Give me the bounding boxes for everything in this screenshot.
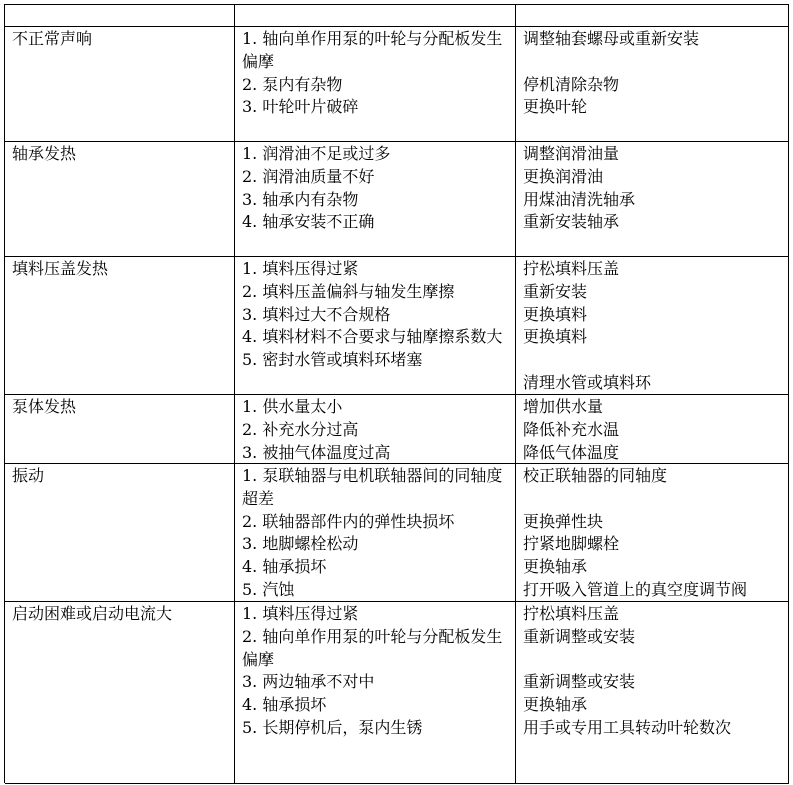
cause-item: 2. 润滑油质量不好 <box>242 166 375 186</box>
cause-item: 1. 润滑油不足或过多 <box>242 144 391 163</box>
remedy-item <box>523 649 782 672</box>
cause-cell <box>235 142 516 256</box>
cause-item: 2. 填料压盖偏斜与轴发生摩擦 <box>242 281 455 301</box>
remedy-item: 重新调整或安装 <box>523 672 636 692</box>
symptom-text: 泵体发热 <box>12 397 77 416</box>
table-row <box>5 142 789 257</box>
remedy-item: 拧松填料压盖 <box>523 604 620 623</box>
cause-item: 1. 填料压得过紧 <box>242 604 359 623</box>
cause-item: 4. 填料材料不合要求与轴摩擦系数大 <box>242 327 503 347</box>
cause-item: 1. 供水量太小 <box>242 397 343 416</box>
cause-item: 4. 轴承损坏 <box>242 557 327 577</box>
symptom-cell <box>5 395 235 463</box>
remedy-item: 更换轴承 <box>523 557 588 577</box>
cause-cell <box>235 27 516 141</box>
cause-item: 1. 填料压得过紧 <box>242 259 359 278</box>
cause-cell <box>235 602 516 783</box>
remedy-item: 调整润滑油量 <box>523 144 620 163</box>
cause-item: 2. 联轴器部件内的弹性块损坏 <box>242 511 455 531</box>
remedy-item: 拧松填料压盖 <box>523 259 620 278</box>
table-header-row <box>5 5 789 27</box>
remedy-item: 校正联轴器的同轴度 <box>523 466 668 485</box>
table-row <box>5 395 789 464</box>
remedy-item <box>523 488 782 511</box>
cause-item: 2. 轴向单作用泵的叶轮与分配板发生偏摩 <box>242 626 503 669</box>
cause-item: 3. 地脚螺栓松动 <box>242 534 359 554</box>
remedy-item: 降低气体温度 <box>523 442 620 462</box>
remedy-cell <box>516 602 789 783</box>
cause-cell <box>235 257 516 394</box>
remedy-item: 更换叶轮 <box>523 97 588 117</box>
table-row <box>5 602 789 784</box>
remedy-item: 拧紧地脚螺栓 <box>523 534 620 554</box>
remedy-item: 调整轴套螺母或重新安装 <box>523 29 700 48</box>
remedy-item: 停机清除杂物 <box>523 74 620 94</box>
cause-item: 5. 长期停机后，泵内生锈 <box>242 717 423 737</box>
cause-cell <box>235 395 516 463</box>
symptom-text: 启动困难或启动电流大 <box>12 604 173 623</box>
table-row <box>5 464 789 602</box>
fault-table <box>4 4 789 783</box>
header-cell <box>235 5 516 26</box>
table-row <box>5 257 789 395</box>
cause-item: 3. 轴承内有杂物 <box>242 189 359 209</box>
cause-item: 3. 两边轴承不对中 <box>242 672 375 692</box>
remedy-item: 打开吸入管道上的真空度调节阀 <box>523 579 748 599</box>
remedy-item: 更换弹性块 <box>523 511 604 531</box>
cause-item: 5. 汽蚀 <box>242 579 295 599</box>
symptom-cell <box>5 257 235 394</box>
remedy-item: 重新安装轴承 <box>523 212 620 232</box>
symptom-cell <box>5 464 235 601</box>
cause-item: 2. 泵内有杂物 <box>242 74 343 94</box>
remedy-item <box>523 349 782 372</box>
symptom-text: 轴承发热 <box>12 144 77 163</box>
remedy-item: 更换轴承 <box>523 695 588 715</box>
cause-item: 3. 被抽气体温度过高 <box>242 442 391 462</box>
remedy-item: 重新安装 <box>523 281 588 301</box>
remedy-cell <box>516 257 789 394</box>
remedy-item: 清理水管或填料环 <box>523 372 652 392</box>
remedy-item: 重新调整或安装 <box>523 626 636 646</box>
symptom-cell <box>5 27 235 141</box>
remedy-cell <box>516 27 789 141</box>
symptom-cell <box>5 142 235 256</box>
table-row <box>5 27 789 142</box>
cause-item: 1. 泵联轴器与电机联轴器间的同轴度超差 <box>242 466 503 508</box>
cause-item: 3. 填料过大不合规格 <box>242 304 391 324</box>
cause-item: 4. 轴承损坏 <box>242 695 327 715</box>
cause-item: 1. 轴向单作用泵的叶轮与分配板发生偏摩 <box>242 29 503 71</box>
remedy-item: 更换填料 <box>523 327 588 347</box>
header-cell <box>516 5 789 26</box>
remedy-item <box>523 51 782 74</box>
cause-item: 3. 叶轮叶片破碎 <box>242 97 359 117</box>
remedy-item: 降低补充水温 <box>523 419 620 439</box>
remedy-cell <box>516 142 789 256</box>
symptom-text: 振动 <box>12 466 45 485</box>
symptom-text: 填料压盖发热 <box>12 259 109 278</box>
remedy-item: 增加供水量 <box>523 397 604 416</box>
remedy-item: 用煤油清洗轴承 <box>523 189 636 209</box>
remedy-item: 用手或专用工具转动叶轮数次 <box>523 717 732 737</box>
symptom-text: 不正常声响 <box>12 29 93 48</box>
remedy-cell <box>516 395 789 463</box>
symptom-cell <box>5 602 235 783</box>
cause-item: 2. 补充水分过高 <box>242 419 359 439</box>
header-cell <box>5 5 235 26</box>
cause-item: 4. 轴承安装不正确 <box>242 212 375 232</box>
remedy-item: 更换润滑油 <box>523 166 604 186</box>
remedy-item: 更换填料 <box>523 304 588 324</box>
cause-cell <box>235 464 516 601</box>
cause-item: 5. 密封水管或填料环堵塞 <box>242 350 423 370</box>
remedy-cell <box>516 464 789 601</box>
